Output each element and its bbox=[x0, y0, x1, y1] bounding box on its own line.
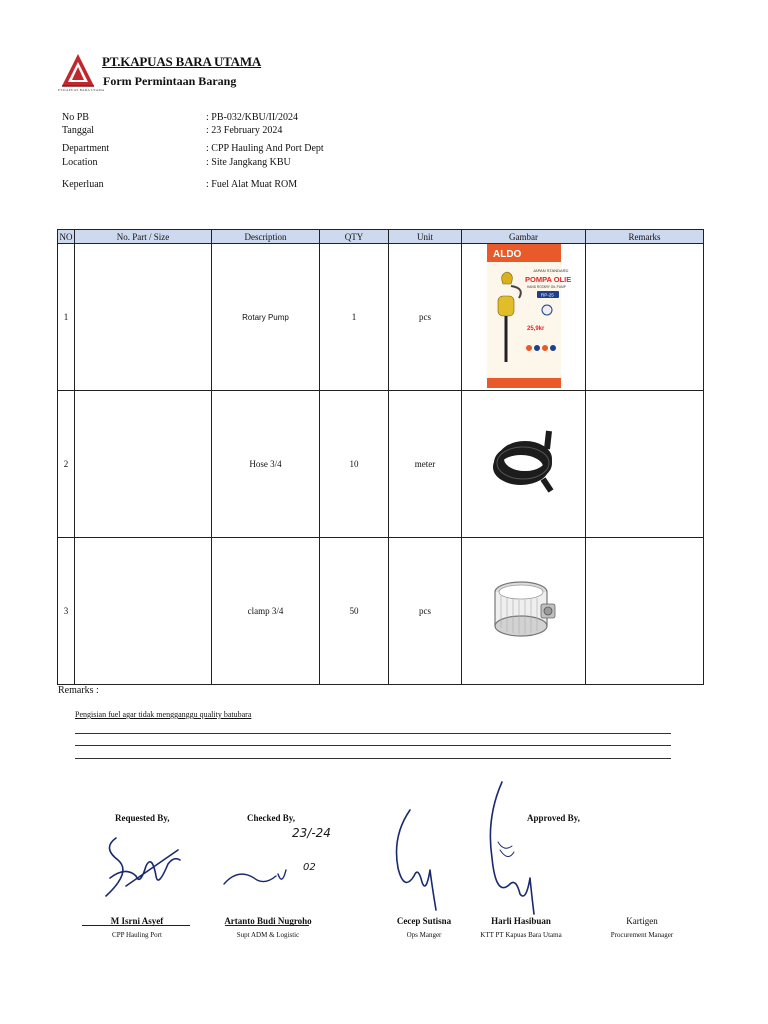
signer-name-ktt: Harli Hasibuan bbox=[491, 916, 551, 926]
info-label: Location bbox=[62, 157, 98, 168]
signer-role-ops: Ops Manger bbox=[406, 931, 442, 939]
col-header-description: Description bbox=[212, 230, 320, 244]
cell-part bbox=[75, 391, 212, 538]
cell-description: Rotary Pump bbox=[212, 244, 320, 391]
cell-qty: 1 bbox=[320, 244, 389, 391]
cell-no: 1 bbox=[58, 244, 75, 391]
info-label: No PB bbox=[62, 112, 89, 123]
info-keperluan bbox=[62, 179, 482, 192]
info-tanggal bbox=[62, 125, 482, 138]
info-value: : Fuel Alat Muat ROM bbox=[206, 179, 298, 190]
handwritten-date-1: 23/-24 bbox=[292, 826, 331, 840]
info-value: : CPP Hauling And Port Dept bbox=[206, 143, 324, 154]
col-header-gambar: Gambar bbox=[462, 230, 586, 244]
pump-ad-subline: HAND ROTARY OIL PUMP bbox=[526, 285, 566, 289]
table-row bbox=[58, 538, 704, 685]
pump-ad-brand: ALDO bbox=[492, 249, 521, 260]
signature-cecep bbox=[388, 806, 444, 916]
cell-qty: 10 bbox=[320, 391, 389, 538]
col-header-no: NO bbox=[59, 231, 73, 242]
cell-qty: 50 bbox=[320, 538, 389, 685]
cell-description: Hose 3/4 bbox=[212, 391, 320, 538]
info-value: : 23 February 2024 bbox=[206, 125, 283, 136]
signer-name-requested: M Isrni Asyef bbox=[110, 916, 164, 926]
cell-description: clamp 3/4 bbox=[212, 538, 320, 685]
approved-by-title: Approved By, bbox=[527, 813, 580, 823]
cell-no: 2 bbox=[58, 391, 75, 538]
info-label: Tanggal bbox=[62, 125, 95, 136]
col-header-remarks: Remarks bbox=[586, 230, 704, 244]
requested-by-title: Requested By, bbox=[115, 813, 170, 823]
form-title: Form Permintaan Barang bbox=[103, 74, 237, 88]
cell-unit: meter bbox=[389, 391, 462, 538]
cell-remarks bbox=[586, 538, 704, 685]
cell-gambar bbox=[462, 391, 586, 538]
pump-ad-model: RP-25 bbox=[540, 292, 554, 298]
col-header-unit: Unit bbox=[389, 230, 462, 244]
cell-remarks bbox=[586, 244, 704, 391]
remarks-label: Remarks : bbox=[58, 685, 99, 696]
pump-ad-headline: POMPA OLIE bbox=[524, 275, 571, 284]
cell-remarks bbox=[586, 391, 704, 538]
signer-role-ktt: KTT PT Kapuas Bara Utama bbox=[480, 931, 562, 939]
cell-part bbox=[75, 244, 212, 391]
coiled-hose-image bbox=[485, 391, 563, 537]
signer-role-procurement: Procurement Manager bbox=[610, 931, 674, 939]
info-location bbox=[62, 157, 482, 170]
hose-clamp-image bbox=[485, 538, 563, 684]
col-header-qty: QTY bbox=[320, 230, 389, 244]
signature-harli bbox=[482, 778, 542, 918]
remarks-line bbox=[75, 758, 671, 759]
info-label: Keperluan bbox=[62, 179, 104, 190]
info-value: : Site Jangkang KBU bbox=[206, 157, 291, 168]
pump-ad-price: 25,9kr bbox=[526, 326, 544, 332]
signature-requested bbox=[96, 826, 186, 906]
signature-checked bbox=[220, 856, 300, 892]
signer-name-procurement: Kartigen bbox=[626, 916, 658, 926]
cell-unit: pcs bbox=[389, 244, 462, 391]
signer-role-checked: Supt ADM & Logistic bbox=[236, 931, 300, 939]
pump-ad-tagline: JAPAN STANDARD bbox=[532, 268, 568, 273]
cell-no: 3 bbox=[58, 538, 75, 685]
info-department bbox=[62, 143, 482, 156]
remarks-line bbox=[75, 733, 671, 734]
company-logo bbox=[60, 52, 96, 88]
table-header-row bbox=[58, 230, 704, 244]
cell-part bbox=[75, 538, 212, 685]
info-value: : PB-032/KBU/II/2024 bbox=[206, 112, 298, 123]
info-no-pb bbox=[62, 112, 482, 125]
items-table bbox=[57, 229, 704, 685]
company-name: PT.KAPUAS BARA UTAMA bbox=[102, 54, 262, 69]
remarks-note: Pengisian fuel agar tidak mengganggu quality batubara bbox=[75, 710, 252, 719]
cell-gambar bbox=[462, 538, 586, 685]
signer-name-ops: Cecep Sutisna bbox=[396, 916, 452, 926]
col-header-part: No. Part / Size bbox=[75, 230, 212, 244]
cell-unit: pcs bbox=[389, 538, 462, 685]
cell-gambar bbox=[462, 244, 586, 391]
info-label: Department bbox=[62, 143, 110, 154]
checked-by-title: Checked By, bbox=[247, 813, 296, 823]
signer-role-requested: CPP Hauling Port bbox=[112, 931, 162, 939]
remarks-line bbox=[75, 745, 671, 746]
handwritten-date-2: 02 bbox=[303, 862, 316, 873]
table-row bbox=[58, 391, 704, 538]
rotary-pump-product-image bbox=[485, 244, 571, 390]
logo-caption: PT.KAPUAS BARA UTAMA bbox=[58, 88, 105, 92]
signer-name-checked: Artanto Budi Nugroho bbox=[224, 916, 312, 926]
table-row bbox=[58, 244, 704, 391]
